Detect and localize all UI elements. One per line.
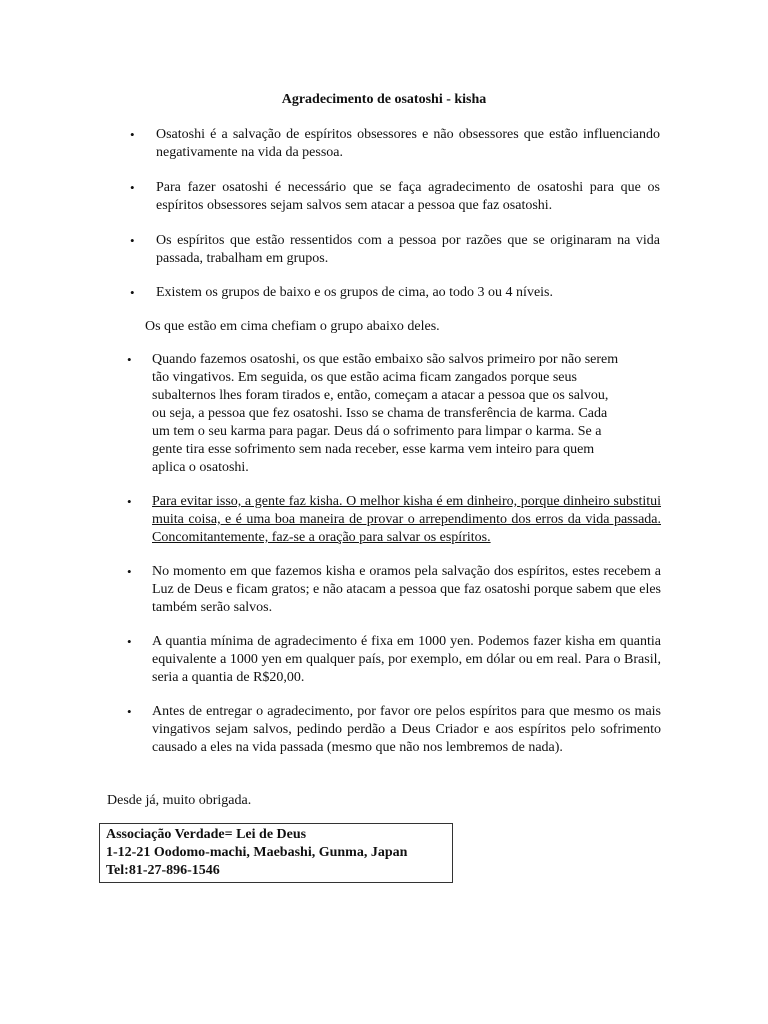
bullet-icon: • <box>130 127 135 142</box>
list-item <box>130 179 660 215</box>
list-item <box>127 633 661 687</box>
text-line: subalternos lhes foram tirados e, então, começam a atacar a pessoa que os salvou, <box>152 388 609 403</box>
organization-name: Associação Verdade= Lei de Deus <box>106 827 307 842</box>
list-item <box>127 563 661 617</box>
list-item-text: Osatoshi é a salvação de espíritos obsessores e não obsessores que estão influenciando negativamente na vida da pessoa. <box>156 127 660 160</box>
bullet-icon: • <box>127 352 132 367</box>
list-item <box>127 703 661 775</box>
list-item <box>127 351 667 477</box>
text-line: gente tira esse sofrimento sem nada receber, esse karma vem inteiro para quem <box>152 442 595 457</box>
bullet-icon: • <box>127 564 132 579</box>
text-line: um tem o seu karma para pagar. Deus dá o sofrimento para limpar o karma. Se a <box>152 424 602 439</box>
closing-text: Desde já, muito obrigada. <box>107 793 252 808</box>
phone-text: Tel:81-27-896-1546 <box>106 863 220 878</box>
list-item-text: No momento em que fazemos kisha e oramos pela salvação dos espíritos, estes recebem a Luz de Deus e ficam gratos; e não atacam a pessoa que faz osatoshi porque sabem que eles também serão salvos. <box>152 564 661 615</box>
bullet-icon: • <box>127 704 132 719</box>
bullet-icon: • <box>127 494 132 509</box>
list-item <box>130 232 660 268</box>
note-text: Os que estão em cima chefiam o grupo abaixo deles. <box>145 319 440 334</box>
list-item-text: Existem os grupos de baixo e os grupos de cima, ao todo 3 ou 4 níveis. <box>156 285 553 300</box>
text-line: Quando fazemos osatoshi, os que estão embaixo são salvos primeiro por não serem <box>152 352 619 367</box>
list-item-text: A quantia mínima de agradecimento é fixa em 1000 yen. Podemos fazer kisha em quantia equivalente a 1000 yen em qualquer país, por exemplo, em dólar ou em real. Para o Brasil, seria a quantia de R$20,00. <box>152 634 661 685</box>
list-item <box>130 284 660 302</box>
list-item-text: Os espíritos que estão ressentidos com a pessoa por razões que se originaram na vida passada, trabalham em grupos. <box>156 233 660 266</box>
bullet-icon: • <box>130 233 135 248</box>
underlined-paragraph: Para evitar isso, a gente faz kisha. O melhor kisha é em dinheiro, porque dinheiro substitui muita coisa, e é uma boa maneira de provar o arrependimento dos erros da vida passada. Concomitantemente, faz-se a oração para salvar os espíritos. <box>152 494 661 545</box>
list-item <box>127 493 661 547</box>
list-item <box>130 126 660 162</box>
address-text: 1-12-21 Oodomo-machi, Maebashi, Gunma, Japan <box>106 845 408 860</box>
text-line: ou seja, a pessoa que fez osatoshi. Isso se chama de transferência de karma. Cada <box>152 406 608 421</box>
list-item-text: Antes de entregar o agradecimento, por favor ore pelos espíritos para que mesmo os mais vingativos sejam salvos, pedindo perdão a Deus Criador e aos espíritos pelo sofrimento causado a eles na vida passada (mesmo que não nos lembremos de nada). <box>152 704 661 755</box>
document-title: Agradecimento de osatoshi - kisha <box>281 92 487 107</box>
bullet-icon: • <box>127 634 132 649</box>
bullet-icon: • <box>130 180 135 195</box>
contact-box <box>99 823 453 883</box>
text-line: aplica o osatoshi. <box>152 460 249 475</box>
list-item-text: Para fazer osatoshi é necessário que se faça agradecimento de osatoshi para que os espíritos obsessores sejam salvos sem atacar a pessoa que faz osatoshi. <box>156 180 660 213</box>
list-item-text <box>152 351 667 477</box>
bullet-icon: • <box>130 285 135 300</box>
text-line: tão vingativos. Em seguida, os que estão acima ficam zangados porque seus <box>152 370 577 385</box>
